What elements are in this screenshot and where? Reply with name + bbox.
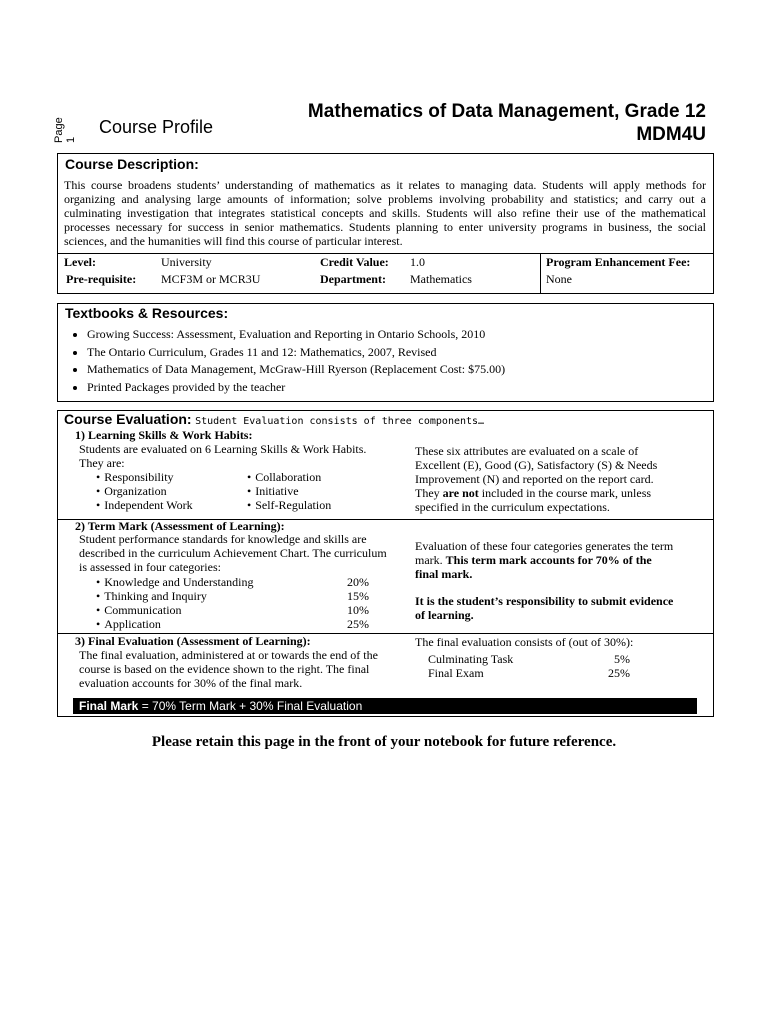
credit-value: 1.0 <box>410 255 425 269</box>
responsibility-note: It is the student’s responsibility to submit evidence <box>415 594 674 608</box>
enhancement-fee-label: Program Enhancement Fee: <box>546 255 691 269</box>
final-mark-label: Final Mark <box>79 699 139 713</box>
level-label: Level: <box>64 255 96 269</box>
list-item: • Independent Work <box>96 498 193 512</box>
item-weight: 25% <box>608 666 630 680</box>
text-line: Student performance standards for knowledge and skills are <box>79 532 367 546</box>
list-item: • Mathematics of Data Management, McGraw-Hill Ryerson (Replacement Cost: $75.00) <box>87 361 505 379</box>
responsibility-note: of learning. <box>415 608 474 622</box>
level-value: University <box>161 255 212 269</box>
list-item: • Printed Packages provided by the teacher <box>87 379 505 397</box>
note-line: mark. <box>415 553 446 567</box>
final-evaluation-breakdown-heading: The final evaluation consists of (out of 30%): <box>415 635 634 649</box>
note-line: included in the course mark, unless <box>478 486 652 500</box>
category-weight: 10% <box>347 603 369 617</box>
final-evaluation-heading: 3) Final Evaluation (Assessment of Learning): <box>75 634 311 648</box>
course-evaluation-heading <box>64 411 484 429</box>
course-description-box <box>57 153 714 294</box>
category-weight: 20% <box>347 575 369 589</box>
enhancement-fee-value: None <box>546 272 572 286</box>
course-evaluation-subtitle: Student Evaluation consists of three components… <box>195 416 485 427</box>
list-item: • Initiative <box>247 484 299 498</box>
course-evaluation-title: Course Evaluation: <box>64 411 192 427</box>
page-number-label: Page 1 <box>53 117 77 143</box>
learning-skills-note <box>415 444 657 514</box>
note-line: Improvement (N) and reported on the report card. <box>415 472 654 486</box>
item-name: Culminating Task <box>428 652 514 666</box>
retain-page-note: Please retain this page in the front of your notebook for future reference. <box>151 734 617 750</box>
course-description-text: This course broadens students’ understanding of mathematics as it relates to managing data. Students will apply methods for organizing and analysing large amounts of information; solve problems involving probability and statistics; and carry out a culminating investigation that integrates statistical concepts and skills. Students will also refine their use of the mathematical processes necessary for success in senior mathematics. Students planning to enter university programs in business, the social sciences, and the humanities will find this course of particular interest. <box>64 178 706 248</box>
note-line: These six attributes are evaluated on a scale of <box>415 444 639 458</box>
divider <box>58 253 713 254</box>
course-profile-title: Course Profile <box>99 117 214 137</box>
learning-skills-list <box>247 470 331 512</box>
term-mark-text <box>79 532 387 574</box>
prerequisite-value: MCF3M or MCR3U <box>161 272 261 286</box>
category-weight: 25% <box>347 617 369 631</box>
item-name: Final Exam <box>428 666 484 680</box>
term-mark-note <box>415 539 673 622</box>
final-evaluation-text <box>79 648 378 690</box>
final-mark-formula: = 70% Term Mark + 30% Final Evaluation <box>138 699 363 713</box>
text-line: course is based on the evidence shown to the right. The final <box>79 662 370 676</box>
department-value: Mathematics <box>410 272 472 286</box>
final-evaluation-weights <box>606 652 630 680</box>
note-line: Evaluation of these four categories generates the term <box>415 539 674 553</box>
learning-skills-text: Students are evaluated on 6 Learning Skills & Work Habits. <box>79 442 367 456</box>
list-item: • Growing Success: Assessment, Evaluation and Reporting in Ontario Schools, 2010 <box>87 326 505 344</box>
note-line: Excellent (E), Good (G), Satisfactory (S) & Needs <box>415 458 658 472</box>
category-name: • Knowledge and Understanding <box>96 575 254 589</box>
note-emphasis: are not <box>442 486 479 500</box>
category-name: • Communication <box>96 603 182 617</box>
textbooks-resources-box <box>57 303 714 402</box>
course-code: MDM4U <box>636 124 706 145</box>
term-mark-categories <box>96 575 254 631</box>
final-mark-bar <box>73 698 697 714</box>
note-line: specified in the curriculum expectations. <box>415 500 610 514</box>
note-line: They <box>415 486 443 500</box>
note-emphasis: final mark. <box>415 567 473 581</box>
list-item: • Collaboration <box>247 470 321 484</box>
divider <box>540 253 541 293</box>
list-item: • The Ontario Curriculum, Grades 11 and 12: Mathematics, 2007, Revised <box>87 344 505 362</box>
text-line: The final evaluation, administered at or towards the end of the <box>79 648 378 662</box>
list-item: • Responsibility <box>96 470 174 484</box>
course-description-heading: Course Description: <box>65 156 199 172</box>
department-label: Department: <box>320 272 386 286</box>
learning-skills-text: They are: <box>79 456 125 470</box>
credit-value-label: Credit Value: <box>320 255 389 269</box>
text-line: evaluation accounts for 30% of the final mark. <box>79 676 303 690</box>
term-mark-heading: 2) Term Mark (Assessment of Learning): <box>75 519 285 533</box>
category-name: • Application <box>96 617 161 631</box>
learning-skills-list <box>96 470 193 512</box>
prerequisite-label: Pre-requisite: <box>66 272 137 286</box>
term-mark-weights <box>347 575 369 631</box>
list-item: • Organization <box>96 484 167 498</box>
text-line: described in the curriculum Achievement Chart. The curriculum <box>79 546 387 560</box>
textbooks-heading: Textbooks & Resources: <box>65 305 229 321</box>
resources-list <box>58 326 505 397</box>
category-weight: 15% <box>347 589 369 603</box>
course-evaluation-box <box>57 410 714 717</box>
note-emphasis: This term mark accounts for 70% of the <box>445 553 652 567</box>
text-line: is assessed in four categories: <box>79 560 221 574</box>
learning-skills-heading: 1) Learning Skills & Work Habits: <box>75 428 253 442</box>
category-name: • Thinking and Inquiry <box>96 589 207 603</box>
course-title: Mathematics of Data Management, Grade 12 <box>307 101 706 122</box>
item-weight: 5% <box>614 652 630 666</box>
list-item: • Self-Regulation <box>247 498 331 512</box>
final-evaluation-items <box>428 652 513 680</box>
